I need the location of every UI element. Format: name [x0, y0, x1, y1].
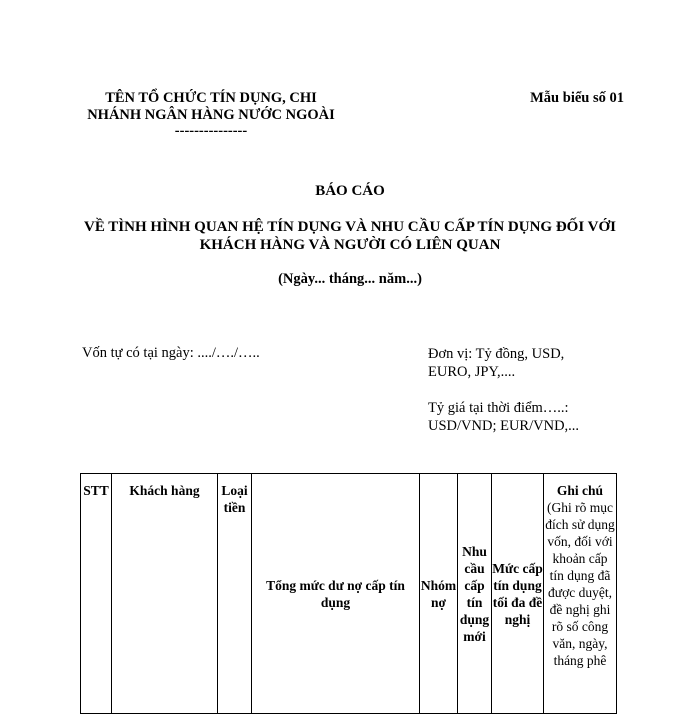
rate-line-2: USD/VND; EUR/VND,... [428, 418, 580, 434]
report-subtitle [60, 218, 640, 254]
rate-line-1: Tỷ giá tại thời điểm…..: [428, 400, 569, 416]
col-note [544, 474, 617, 714]
subtitle-line-1: VỀ TÌNH HÌNH QUAN HỆ TÍN DỤNG VÀ NHU CẦU CẤP TÍN DỤNG ĐỐI VỚI [83, 219, 617, 235]
report-date: (Ngày... tháng... năm...) [278, 271, 422, 287]
col-new-need: Nhu cầu cấp tín dụng mới [458, 474, 492, 714]
col-customer: Khách hàng [112, 474, 218, 714]
org-line-2: NHÁNH NGÂN HÀNG NƯỚC NGOÀI [87, 107, 335, 123]
org-rule: --------------- [174, 123, 248, 139]
exchange-rate [428, 399, 618, 435]
col-max-level: Mức cấp tín dụng tối đa đề nghị [492, 474, 544, 714]
col-total-debt: Tổng mức dư nợ cấp tín dụng [252, 474, 420, 714]
subtitle-line-2: KHÁCH HÀNG VÀ NGƯỜI CÓ LIÊN QUAN [199, 237, 501, 253]
report-title: BÁO CÁO [315, 183, 385, 199]
unit-line-2: EURO, JPY,.... [428, 364, 516, 380]
col-stt: STT [81, 474, 112, 714]
form-number: Mẫu biểu số 01 [530, 90, 624, 106]
report-table [80, 473, 617, 714]
organization-name [78, 90, 344, 138]
col-currency: Loại tiền [218, 474, 252, 714]
unit-line-1: Đơn vị: Tỷ đồng, USD, [428, 346, 565, 362]
note-text: (Ghi rõ mục đích sử dụng vốn, đối với khoản cấp tín dụng đã được duyệt, đề nghị ghi rõ số công văn, ngày, tháng phê [545, 500, 615, 668]
capital-date: Vốn tự có tại ngày: ..../…./….. [82, 345, 260, 361]
header-row [81, 474, 617, 714]
org-line-1: TÊN TỔ CHỨC TÍN DỤNG, CHI [105, 90, 317, 106]
col-debt-group: Nhóm nợ [420, 474, 458, 714]
currency-unit [428, 345, 618, 381]
note-title: Ghi chú [556, 483, 604, 498]
